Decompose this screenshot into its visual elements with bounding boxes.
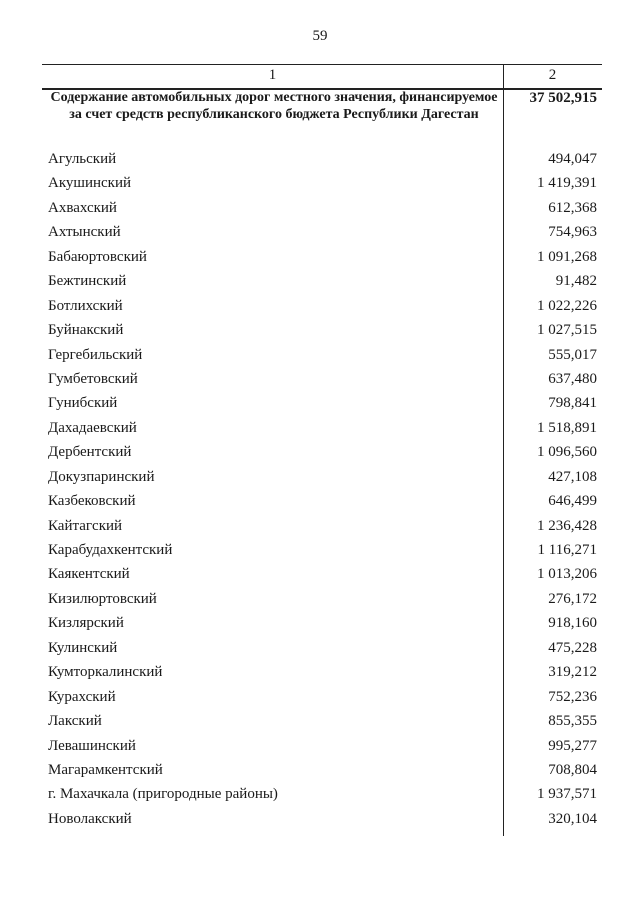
- district-name: Ахтынский: [48, 224, 121, 241]
- table-row: [48, 347, 597, 371]
- district-name: Левашинский: [48, 737, 136, 754]
- district-value: 918,160: [548, 615, 597, 632]
- table-row: [48, 640, 597, 664]
- district-value: 1 096,560: [537, 444, 597, 461]
- table-row: [48, 371, 597, 395]
- table-row: [48, 395, 597, 419]
- table-row: [48, 518, 597, 542]
- district-value: 1 236,428: [537, 517, 597, 534]
- district-value: 494,047: [548, 151, 597, 167]
- district-name: Дахадаевский: [48, 419, 137, 436]
- district-name: Новолакский: [48, 810, 132, 827]
- table-row: [48, 689, 597, 713]
- column-header-1: 1: [268, 67, 277, 83]
- district-value: 752,236: [548, 688, 597, 705]
- district-value: 646,499: [548, 493, 597, 510]
- district-value: 1 116,271: [537, 542, 597, 558]
- district-name: Магарамкентский: [48, 761, 163, 778]
- district-name: Дербентский: [48, 444, 132, 461]
- district-name: Кулинский: [48, 639, 118, 656]
- district-name: Гумбетовский: [48, 370, 138, 387]
- district-name: Акушинский: [48, 175, 132, 192]
- table-row: [48, 444, 597, 468]
- column-header-2: 2: [548, 67, 557, 83]
- district-value: 995,277: [548, 737, 597, 754]
- district-value: 91,482: [555, 273, 597, 290]
- district-value: 1 518,891: [537, 419, 597, 436]
- table-row: [48, 493, 597, 517]
- table-row: [48, 469, 597, 493]
- table-row: [48, 151, 597, 175]
- district-name: Лакский: [48, 713, 102, 730]
- district-value: 708,804: [548, 761, 597, 778]
- table-row: [48, 224, 597, 248]
- district-value: 555,017: [548, 346, 597, 363]
- table-row: [48, 420, 597, 444]
- table-row: [48, 786, 597, 810]
- district-name: Гунибский: [48, 395, 118, 412]
- table-row: [48, 566, 597, 590]
- table-top-border: [42, 64, 602, 65]
- table-row: [48, 738, 597, 762]
- district-value: 1 022,226: [537, 297, 597, 314]
- district-value: 475,228: [548, 639, 597, 656]
- district-value: 855,355: [548, 713, 597, 730]
- district-value: 320,104: [548, 810, 597, 827]
- table-row: [48, 664, 597, 688]
- district-name: Кайтагский: [48, 517, 123, 534]
- district-name: Буйнакский: [48, 322, 124, 339]
- table-row: [48, 713, 597, 737]
- district-value: 1 937,571: [537, 786, 597, 803]
- district-name: Кизлярский: [48, 615, 124, 632]
- table-row: [48, 200, 597, 224]
- section-total: 37 502,915: [529, 90, 597, 106]
- district-name: г. Махачкала (пригородные районы): [48, 786, 278, 803]
- district-value: 637,480: [548, 370, 597, 387]
- table-row: [48, 762, 597, 786]
- district-name: Ботлихский: [48, 297, 123, 314]
- district-value: 798,841: [548, 395, 597, 412]
- table-row: [48, 322, 597, 346]
- district-name: Карабудахкентский: [48, 542, 173, 558]
- district-name: Курахский: [48, 688, 116, 705]
- page-number: 59: [312, 28, 328, 44]
- district-name: Ахвахский: [48, 199, 117, 216]
- district-table-body: [48, 151, 597, 835]
- district-value: 754,963: [548, 224, 597, 241]
- district-value: 612,368: [548, 199, 597, 216]
- district-name: Кумторкалинский: [48, 664, 163, 681]
- table-row: [48, 273, 597, 297]
- table-row: [48, 542, 597, 566]
- district-name: Агульский: [48, 151, 117, 167]
- section-title: Содержание автомобильных дорог местного значения, финансируемое за счет средств республиканского бюджета Республики Дагестан: [50, 90, 498, 122]
- table-row: [48, 615, 597, 639]
- district-name: Докузпаринский: [48, 468, 155, 485]
- district-value: 1 419,391: [537, 175, 597, 192]
- district-value: 1 091,268: [537, 248, 597, 265]
- district-value: 1 027,515: [537, 322, 597, 339]
- table-row: [48, 591, 597, 615]
- table-row: [48, 298, 597, 322]
- district-name: Каякентский: [48, 566, 130, 583]
- district-value: 319,212: [548, 664, 597, 681]
- table-row: [48, 249, 597, 273]
- table-row: [48, 175, 597, 199]
- district-value: 276,172: [548, 590, 597, 607]
- table-row: [48, 811, 597, 835]
- district-name: Кизилюртовский: [48, 590, 157, 607]
- district-name: Бежтинский: [48, 273, 127, 290]
- district-value: 1 013,206: [537, 566, 597, 583]
- district-name: Казбековский: [48, 493, 136, 510]
- district-name: Бабаюртовский: [48, 248, 147, 265]
- district-name: Гергебильский: [48, 346, 143, 363]
- district-value: 427,108: [548, 468, 597, 485]
